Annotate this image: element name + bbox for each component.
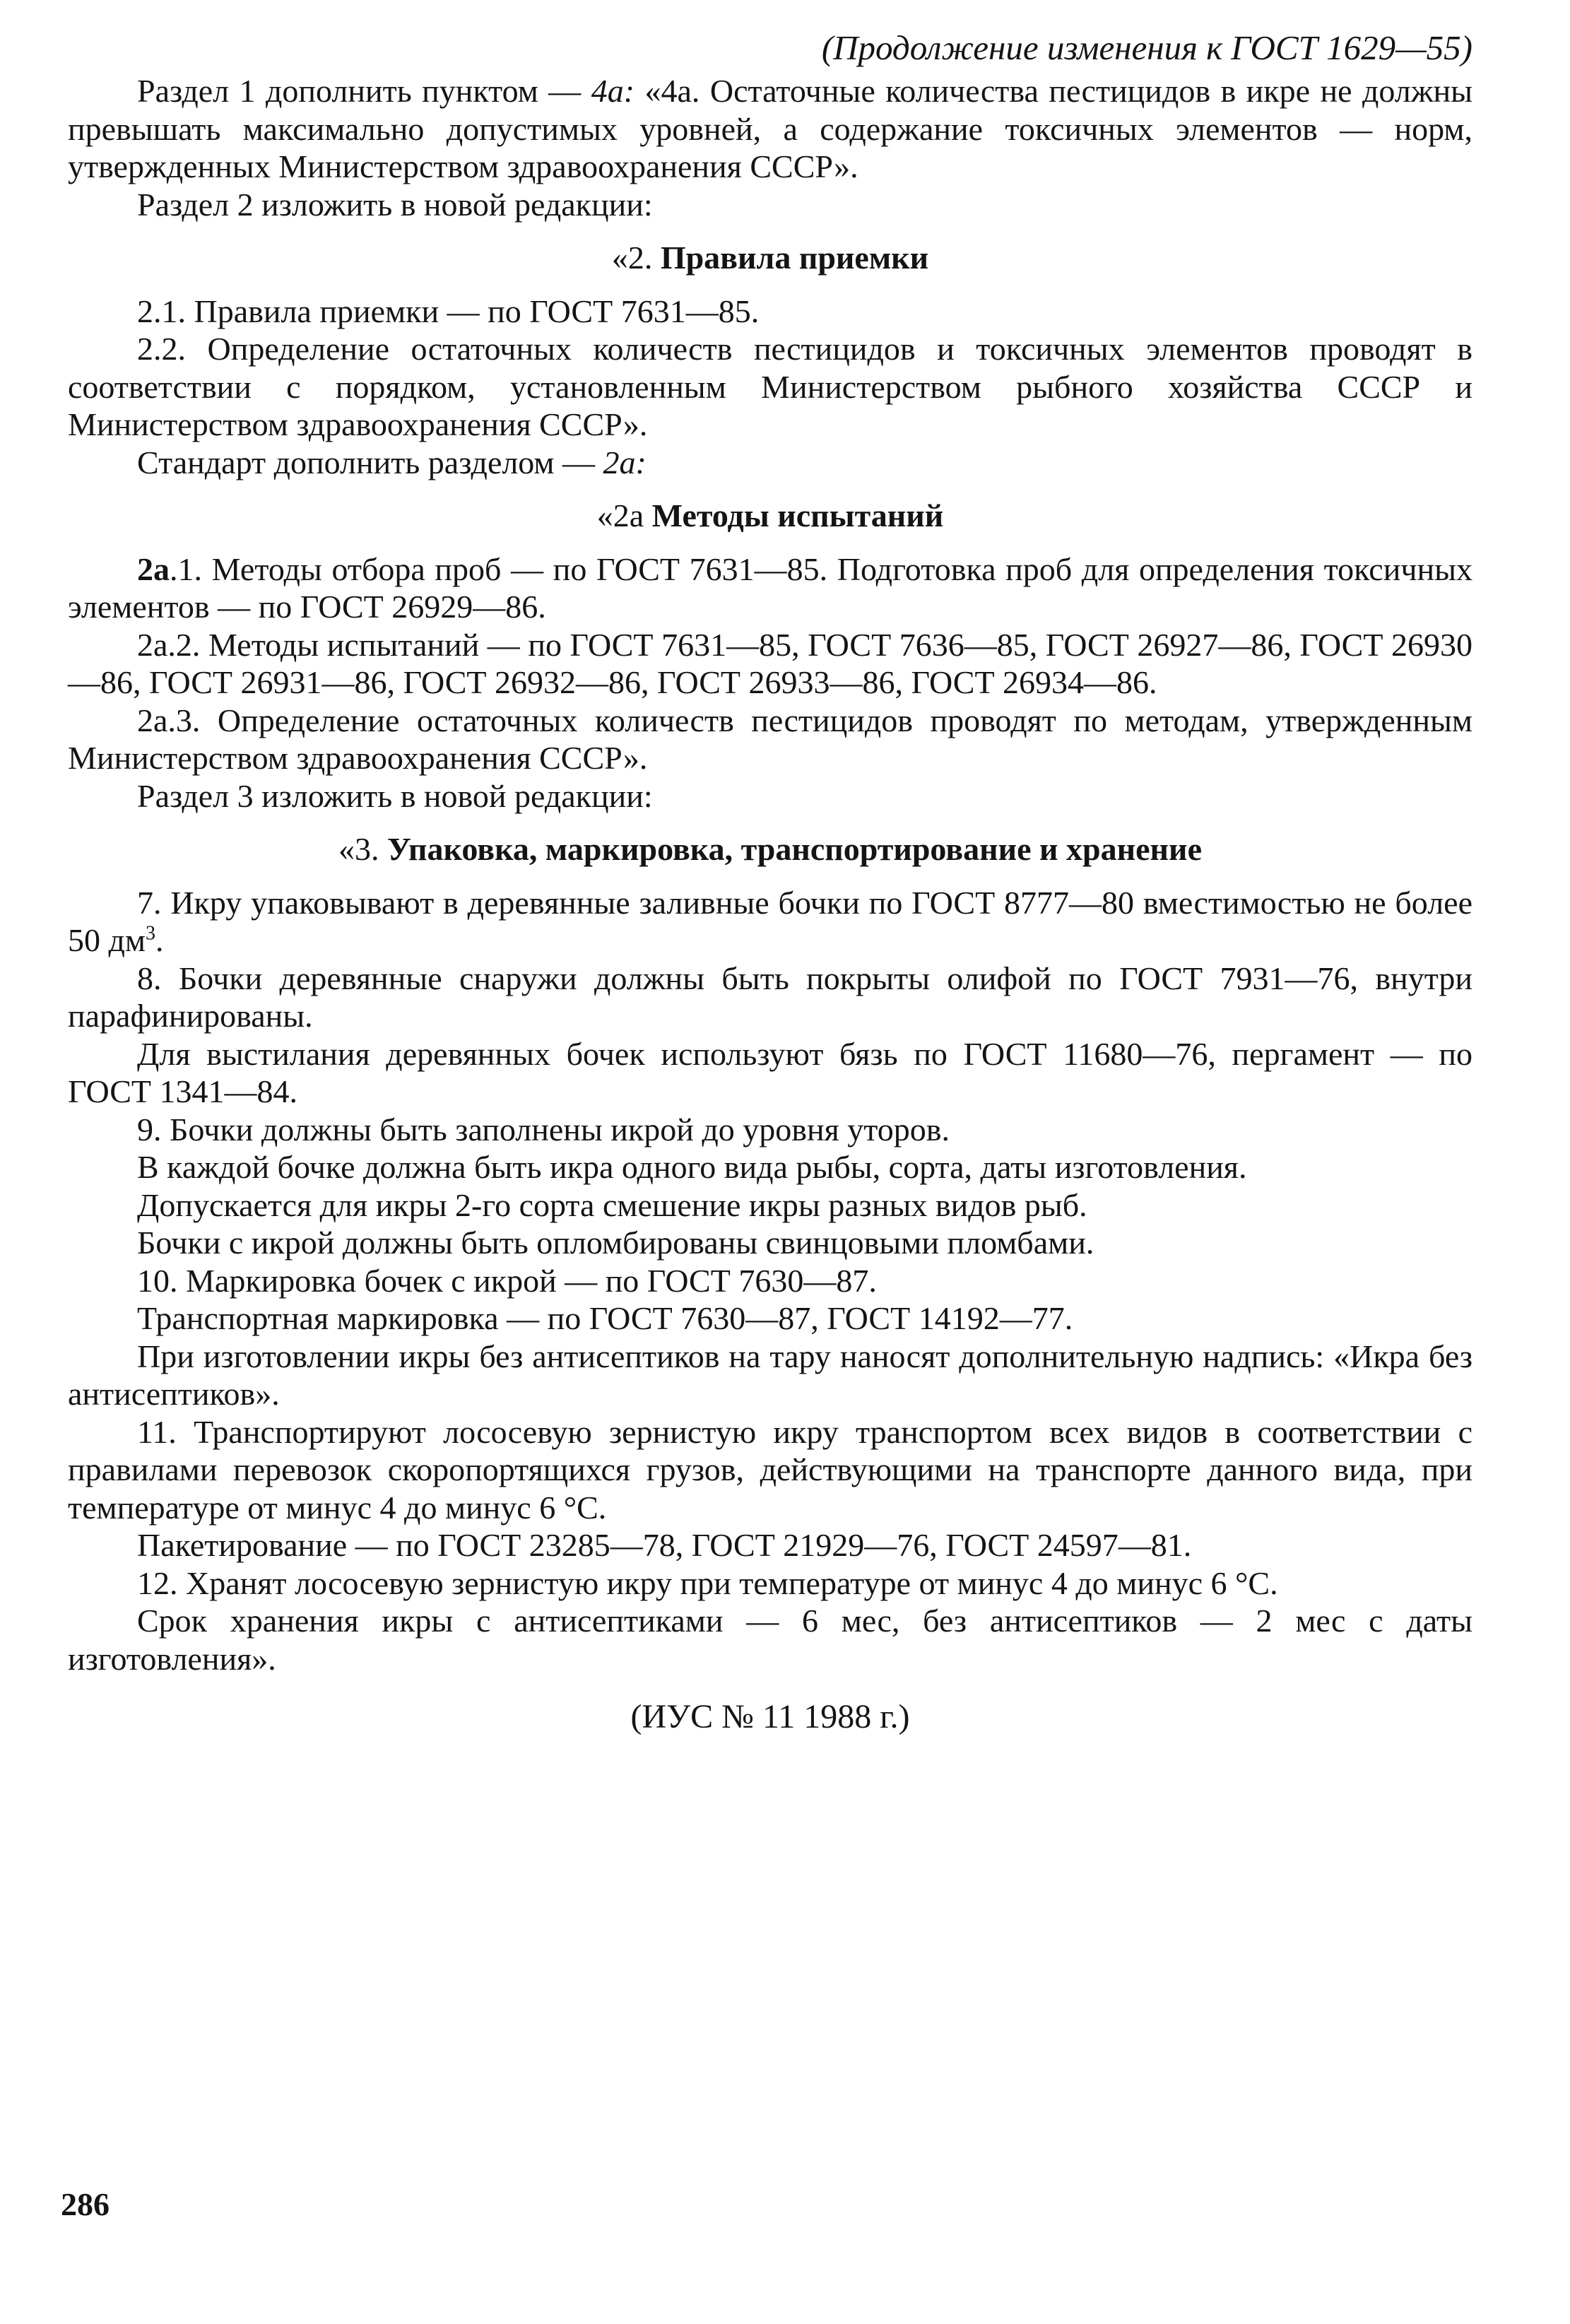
item-9-mixing-paragraph: Допускается для икры 2-го сорта смешение икры разных видов рыб.: [137, 1186, 1087, 1223]
item-9-species-paragraph: В каждой бочке должна быть икра одного вида рыбы, сорта, даты изготовления.: [137, 1149, 1247, 1185]
section-2-paragraph-1: 2.1. Правила приемки — по ГОСТ 7631—85.: [137, 293, 760, 329]
intro-lead-text: Раздел 1 дополнить пунктом —: [137, 73, 591, 109]
section-3-heading-title: Упаковка, маркировка, транспортирование и хранение: [387, 831, 1202, 867]
section-2-paragraph-2: 2.2. Определение остаточных количеств пестицидов и токсичных элементов проводят в соответствии с порядком, установленным Министерством рыбного хозяйства СССР и Министерством здравоохранения СССР».: [68, 331, 1472, 442]
section-2a-paragraph-2: 2а.2. Методы испытаний — по ГОСТ 7631—85, ГОСТ 7636—85, ГОСТ 26927—86, ГОСТ 26930—86, ГОСТ 26931—86, ГОСТ 26932—86, ГОСТ 26933—86, ГОСТ 26934—86.: [68, 626, 1472, 700]
continuation-header: (Продолжение изменения к ГОСТ 1629—55): [821, 28, 1472, 67]
section-3-heading-number: «3.: [338, 831, 379, 867]
section-2a-item-text: .1. Методы отбора проб — по ГОСТ 7631—85. Подготовка проб для определения токсичных элементов — по ГОСТ 26929—86.: [68, 550, 1472, 625]
section-2-heading-title: Правила приемки: [660, 240, 929, 276]
item-7-paragraph: [68, 884, 1472, 960]
section-2a-paragraph-1: [68, 550, 1472, 626]
item-12-shelf-life-paragraph: Срок хранения икры с антисептиками — 6 мес, без антисептиков — 2 мес с даты изготовления».: [68, 1603, 1472, 1677]
section-3-block: [68, 884, 1472, 1678]
item-10-transport-marking-paragraph: Транспортная маркировка — по ГОСТ 7630—87, ГОСТ 14192—77.: [137, 1300, 1073, 1336]
item-7-end: .: [155, 922, 164, 958]
item-9-paragraph: 9. Бочки должны быть заполнены икрой до уровня уторов.: [137, 1111, 950, 1148]
item-10-antiseptic-paragraph: При изготовлении икры без антисептиков на тару наносят дополнительную надпись: «Икра без антисептиков».: [68, 1338, 1472, 1412]
item-8-paragraph: 8. Бочки деревянные снаружи должны быть покрыты олифой по ГОСТ 7931—76, внутри парафинированы.: [68, 960, 1472, 1034]
section-2a-heading-number: «2а: [596, 497, 644, 533]
section-2a-heading: [68, 497, 1472, 535]
section-2a-item-number: 2а: [137, 550, 170, 587]
section-2a-paragraph-3: 2а.3. Определение остаточных количеств пестицидов проводят по методам, утвержденным Министерством здравоохранения СССР».: [68, 702, 1472, 776]
section-2a-heading-title: Методы испытаний: [651, 497, 944, 533]
section-2a-paragraph-4: Раздел 3 изложить в новой редакции:: [137, 777, 653, 814]
intro-paragraph-1: [68, 72, 1472, 186]
item-8-lining-paragraph: Для выстилания деревянных бочек используют бязь по ГОСТ 11680—76, пергамент — по ГОСТ 1341—84.: [68, 1035, 1472, 1109]
section-2-heading: [68, 239, 1472, 277]
intro-block: [68, 72, 1472, 223]
section-3-heading: [68, 830, 1472, 868]
section-2-point-ref: 2а:: [603, 444, 647, 480]
source-note: (ИУС № 11 1988 г.): [630, 1698, 910, 1735]
section-2-heading-number: «2.: [611, 240, 653, 276]
item-11-packaging-paragraph: Пакетирование — по ГОСТ 23285—78, ГОСТ 21929—76, ГОСТ 24597—81.: [137, 1527, 1192, 1563]
item-11-paragraph: 11. Транспортируют лососевую зернистую икру транспортом всех видов в соответствии с правилами перевозок скоропортящихся грузов, действующими на транспорте данного вида, при температуре от минус 4 до минус 6 °С.: [68, 1413, 1472, 1526]
document-page: [68, 27, 1472, 1738]
item-7-text: 7. Икру упаковывают в деревянные заливные бочки по ГОСТ 8777—80 вместимостью не более 50 дм: [68, 884, 1472, 958]
item-7-superscript: 3: [146, 922, 156, 945]
section-2-paragraph-3: [68, 444, 1472, 482]
item-10-paragraph: 10. Маркировка бочек с икрой — по ГОСТ 7630—87.: [137, 1262, 877, 1299]
intro-rest-text: «4а. Остаточные количества пестицидов в икре не должны превышать максимально допустимых уровней, а содержание токсичных элементов — норм, утвержденных Министерством здравоохранения СССР».: [68, 73, 1472, 184]
item-12-paragraph: 12. Хранят лососевую зернистую икру при температуре от минус 4 до минус 6 °С.: [137, 1564, 1278, 1601]
item-9-seals-paragraph: Бочки с икрой должны быть опломбированы свинцовыми пломбами.: [137, 1225, 1094, 1261]
section-2a-block: [68, 550, 1472, 815]
intro-paragraph-2: Раздел 2 изложить в новой редакции:: [137, 186, 653, 223]
section-2-block: [68, 293, 1472, 482]
page-number: 286: [61, 2186, 110, 2222]
section-2-lead-text: Стандарт дополнить разделом —: [137, 444, 603, 480]
intro-point-ref: 4а:: [591, 73, 635, 109]
